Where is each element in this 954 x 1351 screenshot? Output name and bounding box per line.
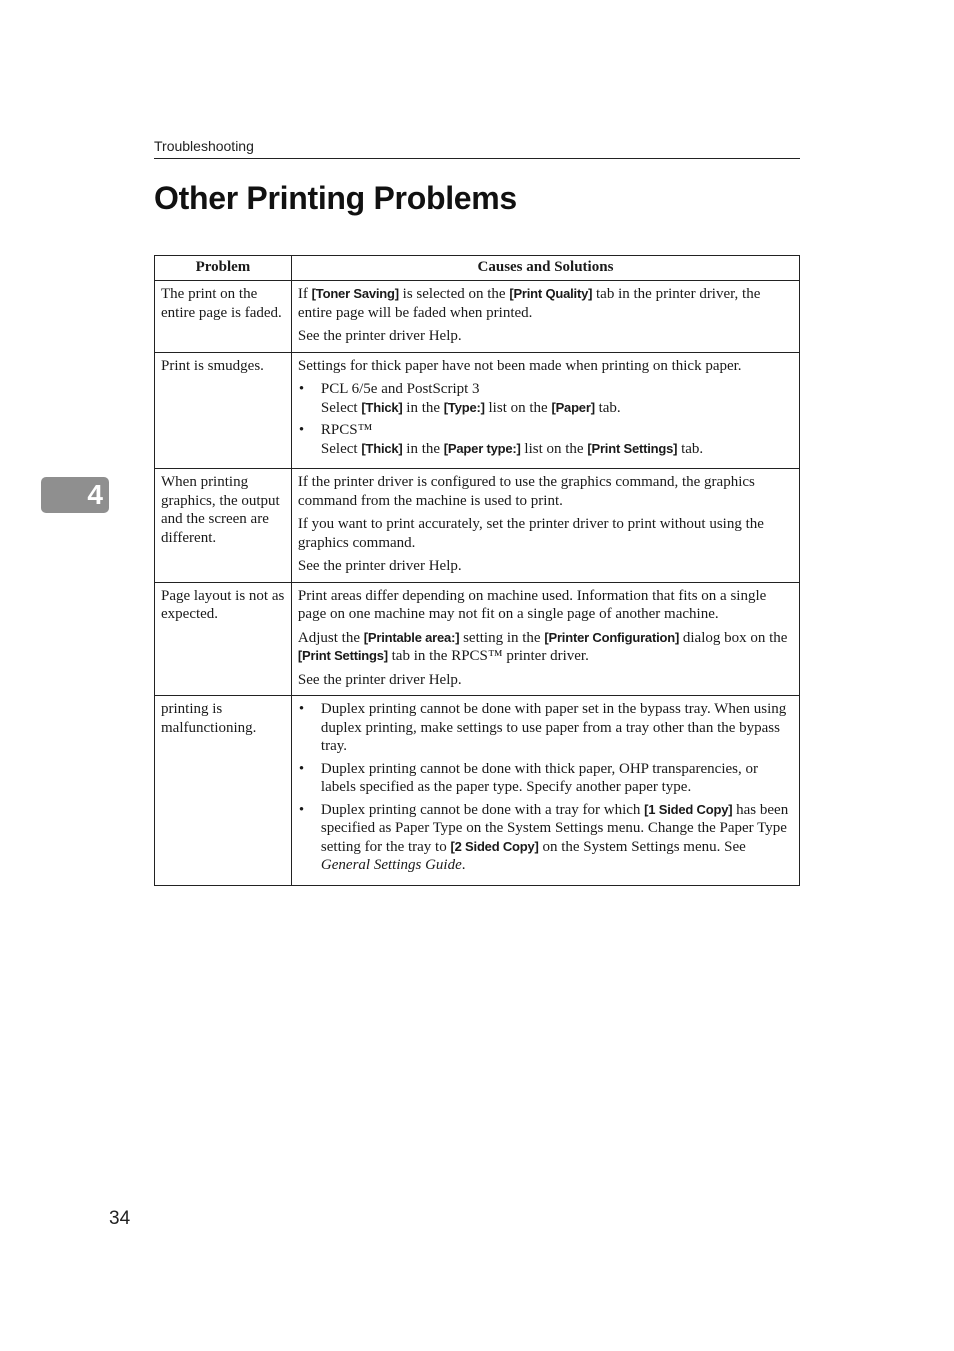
column-header-causes: Causes and Solutions bbox=[291, 256, 799, 281]
solution-paragraph: See the printer driver Help. bbox=[297, 328, 462, 344]
text-run: If bbox=[297, 286, 312, 302]
text-run: Duplex printing cannot be done with paper set in the bypass tray. When using duplex printing, make settings to use paper from a tray other than the bypass tray. bbox=[320, 701, 787, 754]
bullet-icon: • bbox=[298, 422, 305, 438]
solution-paragraph: If the printer driver is configured to use the graphics command, the graphics command from the machine is used to print. bbox=[297, 474, 755, 509]
table-row bbox=[155, 469, 800, 583]
header-divider bbox=[154, 158, 800, 159]
ui-label: [1 Sided Copy] bbox=[644, 801, 733, 817]
solution-paragraph bbox=[298, 285, 794, 322]
list-item bbox=[298, 801, 794, 875]
ui-label: [2 Sided Copy] bbox=[450, 838, 539, 854]
text-run: RPCS™ bbox=[320, 422, 373, 438]
text-run: dialog box on the bbox=[679, 629, 788, 646]
solution-paragraph: See the printer driver Help. bbox=[297, 671, 462, 688]
problem-cell: printing is malfunctioning. bbox=[155, 696, 292, 886]
text-run: tab. bbox=[677, 440, 704, 457]
text-run: Duplex printing cannot be done with a tray for which bbox=[320, 801, 645, 818]
table-row bbox=[155, 281, 800, 353]
solution-cell bbox=[291, 352, 799, 469]
problem-cell: Print is smudges. bbox=[155, 352, 292, 469]
page-title: Other Printing Problems bbox=[154, 180, 517, 216]
text-run: in the bbox=[402, 440, 444, 457]
text-run: setting in the bbox=[459, 629, 545, 646]
text-run: Duplex printing cannot be done with thick paper, OHP transparencies, or labels specified as the paper type. Specify another paper type. bbox=[320, 760, 758, 795]
text-run: on the System Settings menu. See bbox=[538, 838, 746, 855]
solution-cell bbox=[291, 582, 799, 696]
text-run: Adjust the bbox=[297, 629, 364, 646]
ui-label: [Print Settings] bbox=[587, 440, 678, 456]
text-run: list on the bbox=[484, 399, 552, 416]
text-run: is selected on the bbox=[398, 286, 510, 302]
table-row bbox=[155, 582, 800, 696]
bullet-list bbox=[298, 380, 794, 458]
ui-label: [Printer Configuration] bbox=[544, 629, 680, 645]
ui-label: [Paper] bbox=[551, 399, 595, 415]
solution-paragraph bbox=[298, 629, 794, 666]
solution-cell bbox=[291, 281, 799, 353]
solution-paragraph: Settings for thick paper have not been made when printing on thick paper. bbox=[297, 357, 742, 374]
ui-label: [Thick] bbox=[361, 399, 403, 415]
table-row bbox=[155, 696, 800, 886]
list-item bbox=[298, 760, 794, 797]
column-header-problem: Problem bbox=[155, 256, 292, 281]
bullet-icon: • bbox=[298, 381, 305, 397]
bullet-icon: • bbox=[298, 701, 305, 717]
chapter-tab: 4 bbox=[41, 477, 109, 513]
problems-table bbox=[154, 255, 800, 886]
running-header: Troubleshooting bbox=[154, 138, 254, 154]
solution-paragraph: Print areas differ depending on machine used. Information that fits on a single page on one machine may not fit on a single page of another machine. bbox=[297, 587, 767, 622]
problem-cell: When printing graphics, the output and the screen are different. bbox=[155, 469, 292, 583]
text-run: tab in the RPCS™ printer driver. bbox=[387, 648, 589, 664]
table-row bbox=[155, 352, 800, 469]
page-number: 34 bbox=[109, 1208, 131, 1229]
ui-label: [Print Settings] bbox=[297, 648, 388, 663]
solution-cell bbox=[291, 696, 799, 886]
ui-label: [Type:] bbox=[443, 399, 485, 415]
text-run: in the bbox=[402, 399, 444, 416]
list-item bbox=[298, 421, 794, 458]
text-run: tab. bbox=[594, 399, 621, 416]
text-run: tab in the printer driver, the entire page will be faded when printed. bbox=[297, 286, 761, 321]
text-run: has been specified as Paper Type on the System Settings menu. Change the Paper Type setting for the tray to bbox=[320, 801, 789, 855]
ui-label: [Print Quality] bbox=[509, 286, 593, 301]
bullet-icon: • bbox=[298, 760, 305, 777]
bullet-list bbox=[298, 700, 794, 875]
text-run: list on the bbox=[520, 440, 588, 457]
ui-label: [Thick] bbox=[361, 440, 403, 456]
ui-label: [Paper type:] bbox=[443, 440, 521, 456]
guide-reference: General Settings Guide bbox=[320, 857, 462, 873]
list-item bbox=[298, 380, 794, 417]
bullet-icon: • bbox=[298, 801, 305, 818]
solution-paragraph: See the printer driver Help. bbox=[297, 558, 462, 574]
text-run: . bbox=[461, 857, 466, 873]
table-header-row bbox=[155, 256, 800, 281]
text-run: PCL 6/5e and PostScript 3 bbox=[320, 381, 480, 397]
ui-label: [Toner Saving] bbox=[311, 286, 399, 301]
problem-cell: Page layout is not as expected. bbox=[155, 582, 292, 696]
solution-paragraph: If you want to print accurately, set the printer driver to print without using the graphics command. bbox=[297, 516, 764, 551]
solution-cell bbox=[291, 469, 799, 583]
ui-label: [Printable area:] bbox=[363, 629, 460, 645]
text-run: Select bbox=[320, 399, 362, 416]
text-run: Select bbox=[320, 440, 362, 457]
list-item bbox=[298, 700, 794, 756]
problem-cell: The print on the entire page is faded. bbox=[155, 281, 292, 353]
